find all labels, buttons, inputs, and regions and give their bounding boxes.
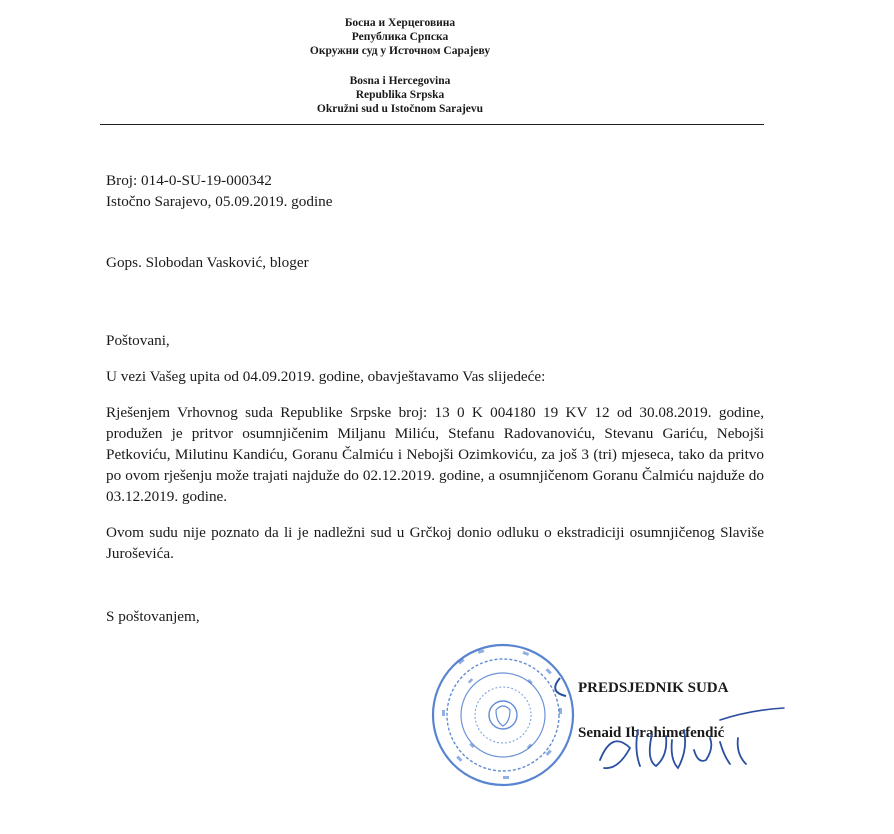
reference-block bbox=[106, 170, 764, 212]
header-latin-entity: Republika Srpska bbox=[355, 89, 445, 101]
closing: S poštovanjem, bbox=[106, 608, 200, 625]
recipient: Gops. Slobodan Vasković, bloger bbox=[106, 254, 309, 271]
header-cyrillic-entity: Република Српска bbox=[351, 31, 449, 43]
paragraph-intro: U vezi Vašeg upita od 04.09.2019. godine, obavještavamo Vas slijedeće: bbox=[106, 368, 546, 385]
reference-number: Broj: 014-0-SU-19-000342 bbox=[106, 172, 272, 189]
header-latin-country: Bosna i Hercegovina bbox=[349, 75, 451, 87]
signatory-name: Senaid Ibrahimefendić bbox=[578, 725, 725, 741]
document-header bbox=[0, 16, 894, 116]
paragraph-ruling: Rješenjem Vrhovnog suda Republike Srpske broj: 13 0 K 004180 19 KV 12 od 30.08.2019. godine, produžen je pritvor osumnjičenim Miljanu Miliću, Stefanu Radovanoviću, Stevanu Gariću, Nebojši Petkoviću, Milutinu Kandiću, Goranu Čalmiću i Nebojši Ozimkoviću, za još 3 (tri) mjeseca, tako da pritvo po ovom rješenju može trajati najduže do 02.12.2019. godine, a osumnjičenom Goranu Čalmiću najduže do 03.12.2019. godine. bbox=[106, 404, 764, 505]
header-cyrillic-country: Босна и Херцеговина bbox=[344, 17, 456, 29]
header-latin-court: Okružni sud u Istočnom Sarajevu bbox=[316, 103, 484, 115]
header-divider bbox=[100, 124, 764, 125]
place-date: Istočno Sarajevo, 05.09.2019. godine bbox=[106, 193, 333, 210]
handwritten-signature bbox=[560, 690, 800, 780]
signatory-title: PREDSJEDNIK SUDA bbox=[578, 680, 729, 696]
header-cyrillic-court: Окружни суд у Источном Сарајеву bbox=[309, 45, 491, 57]
salutation: Poštovani, bbox=[106, 332, 170, 349]
paragraph-extradition: Ovom sudu nije poznato da li je nadležni sud u Grčkoj donio odluku o ekstradiciji osumnjičenog Slaviše Juroševića. bbox=[106, 524, 764, 562]
court-seal-stamp bbox=[428, 640, 578, 790]
